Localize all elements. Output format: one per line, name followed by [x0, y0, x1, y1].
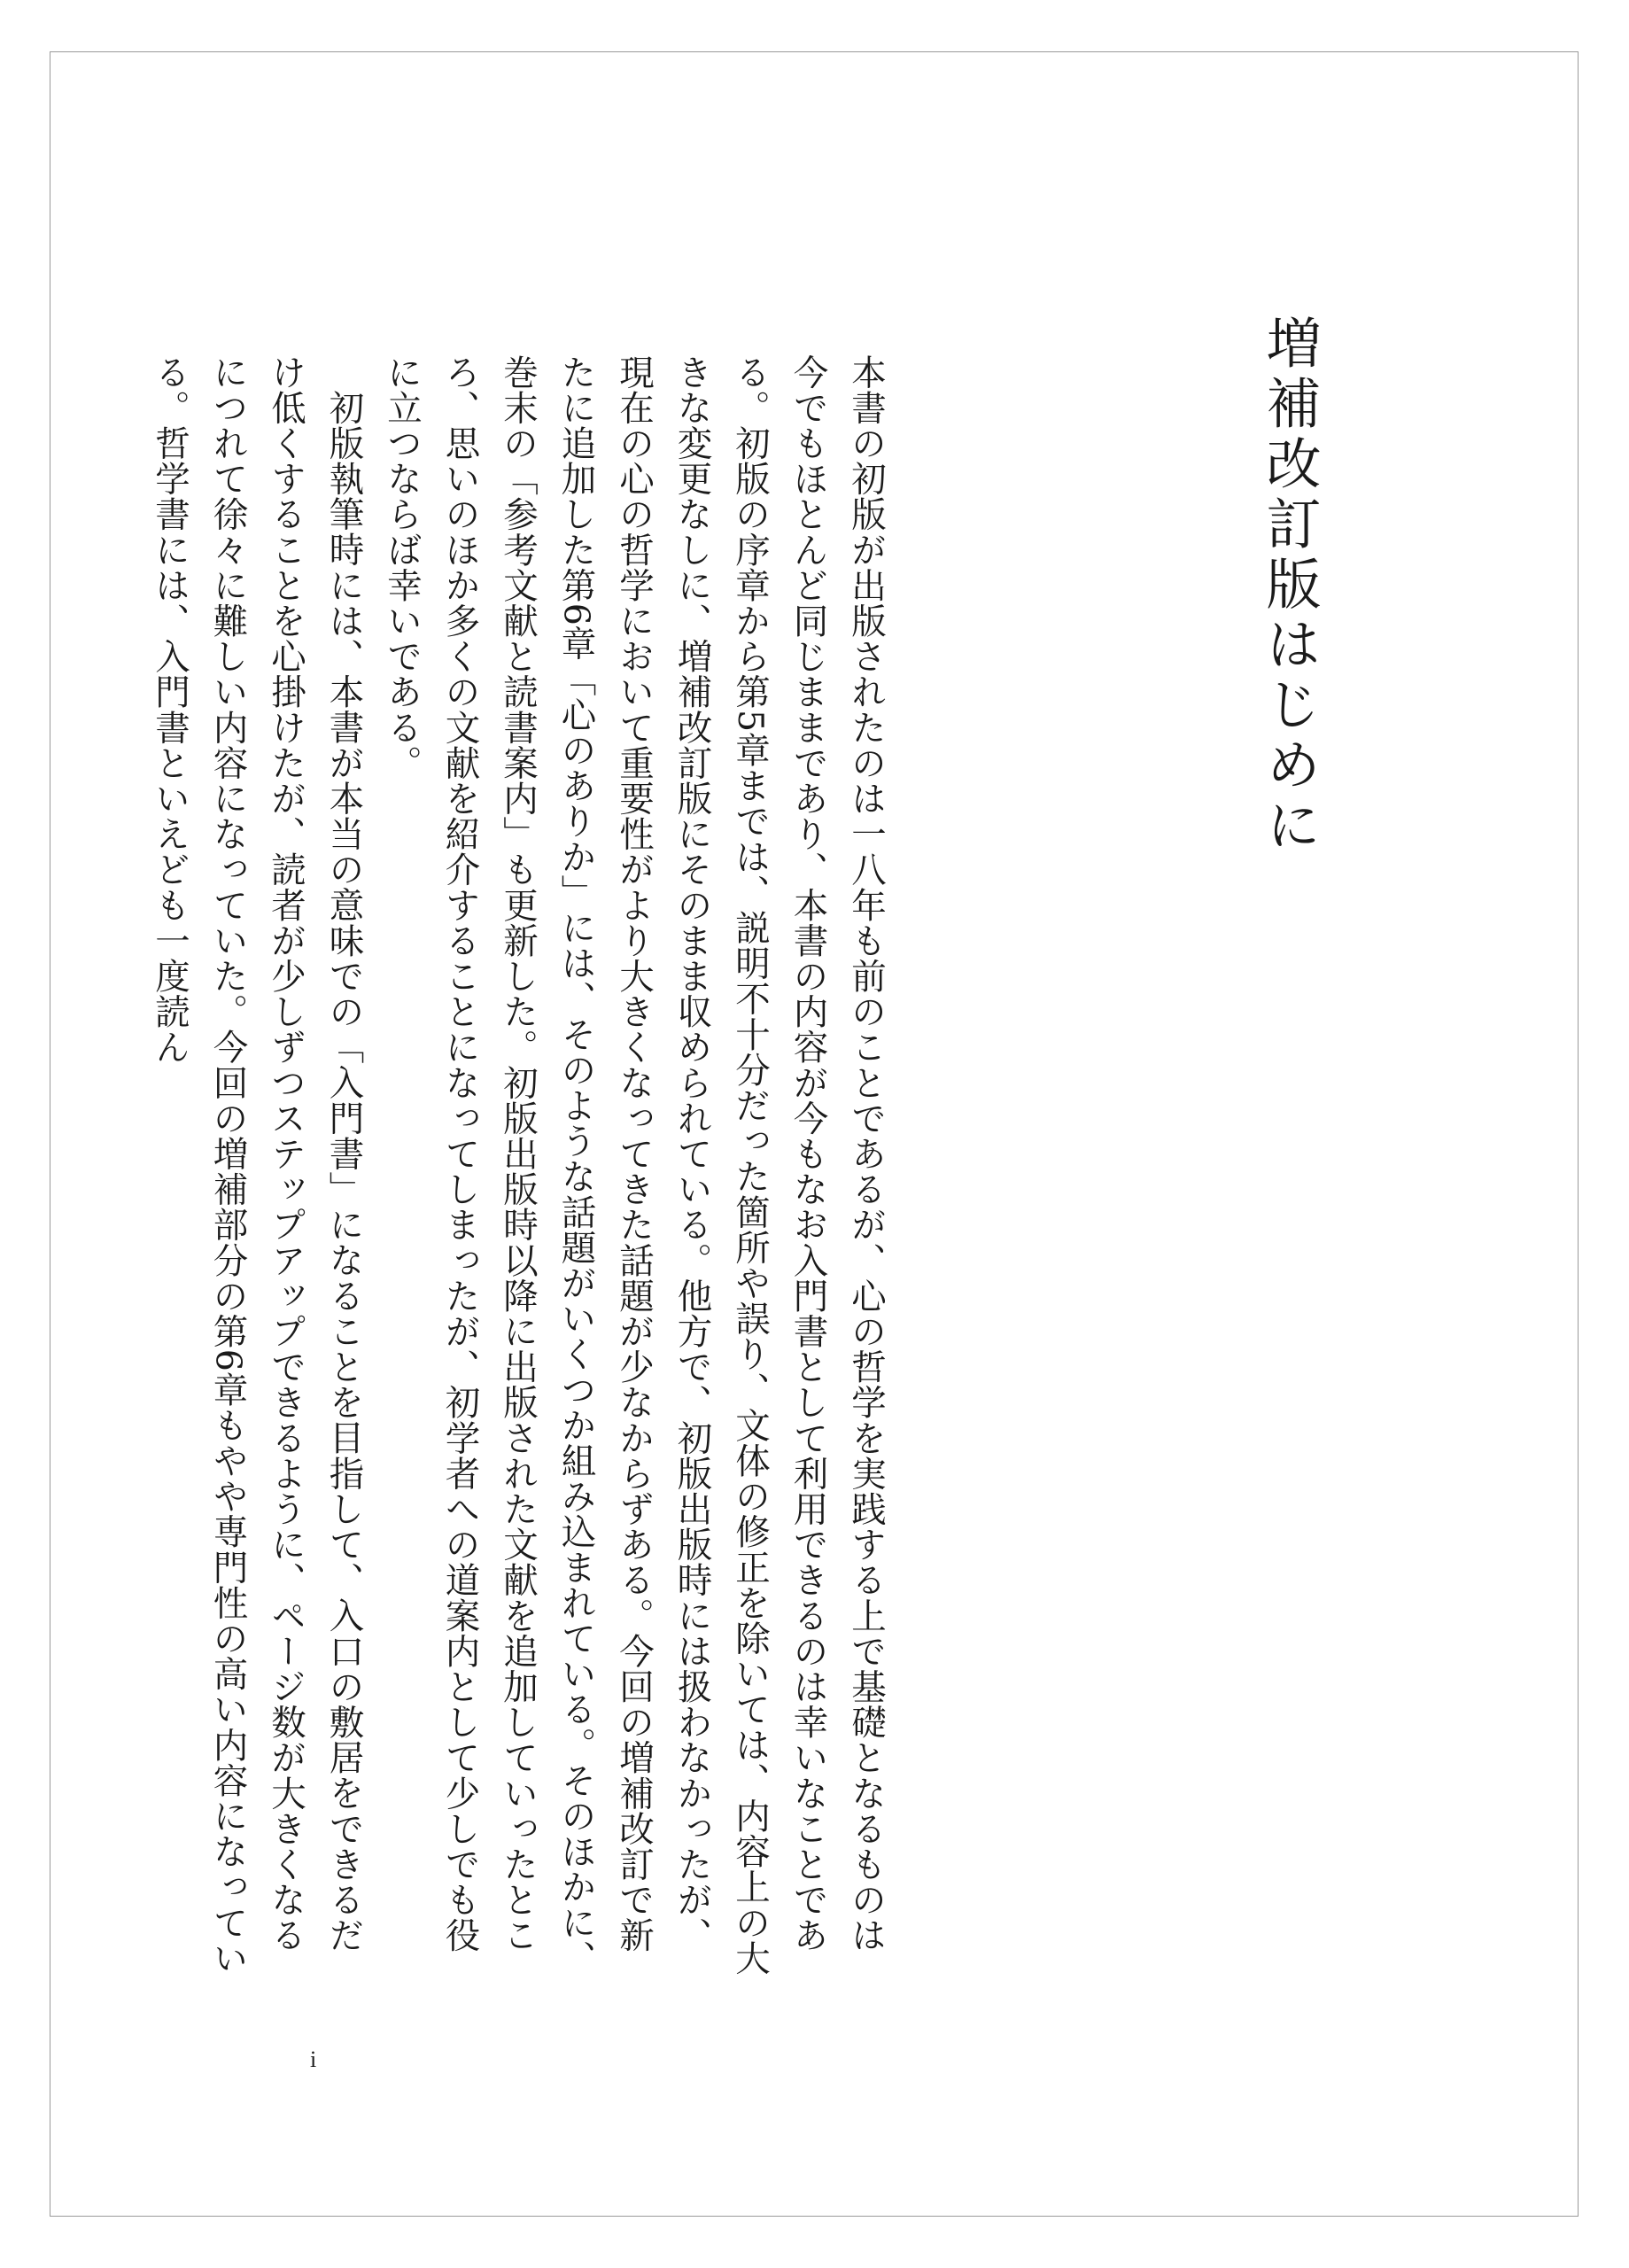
body-text: [141, 354, 896, 1984]
paragraph-2: 初版執筆時には、本書が本当の意味での「入門書」になることを目指して、入口の敷居をできるだけ低くすることを心掛けたが、読者が少しずつステップアップできるように、ページ数が大きくなるにつれて徐々に難しい内容になっていた。今回の増補部分の第6章もやや専門性の高い内容になっている。哲学書には、入門書といえども一度読ん: [150, 354, 365, 1977]
page-title: 増補改訂版はじめに: [1257, 315, 1322, 857]
paragraph-1: 本書の初版が出版されたのは一八年も前のことであるが、心の哲学を実践する上で基礎となるものは今でもほとんど同じままであり、本書の内容が今もなお入門書として利用できるのは幸いなことである。初版の序章から第5章までは、説明不十分だった箇所や誤り、文体の修正を除いては、内容上の大きな変更なしに、増補改訂版にそのまま収められている。他方で、初版出版時には扱わなかったが、現在の心の哲学において重要性がより大きくなってきた話題が少なからずある。今回の増補改訂で新たに追加した第6章「心のありか」には、そのような話題がいくつか組み込まれている。そのほかに、巻末の「参考文献と読書案内」も更新した。初版出版時以降に出版された文献を追加していったところ、思いのほか多くの文献を紹介することになってしまったが、初学者への道案内として少しでも役に立つならば幸いである。: [382, 354, 887, 1977]
page-number: i: [310, 2047, 317, 2072]
